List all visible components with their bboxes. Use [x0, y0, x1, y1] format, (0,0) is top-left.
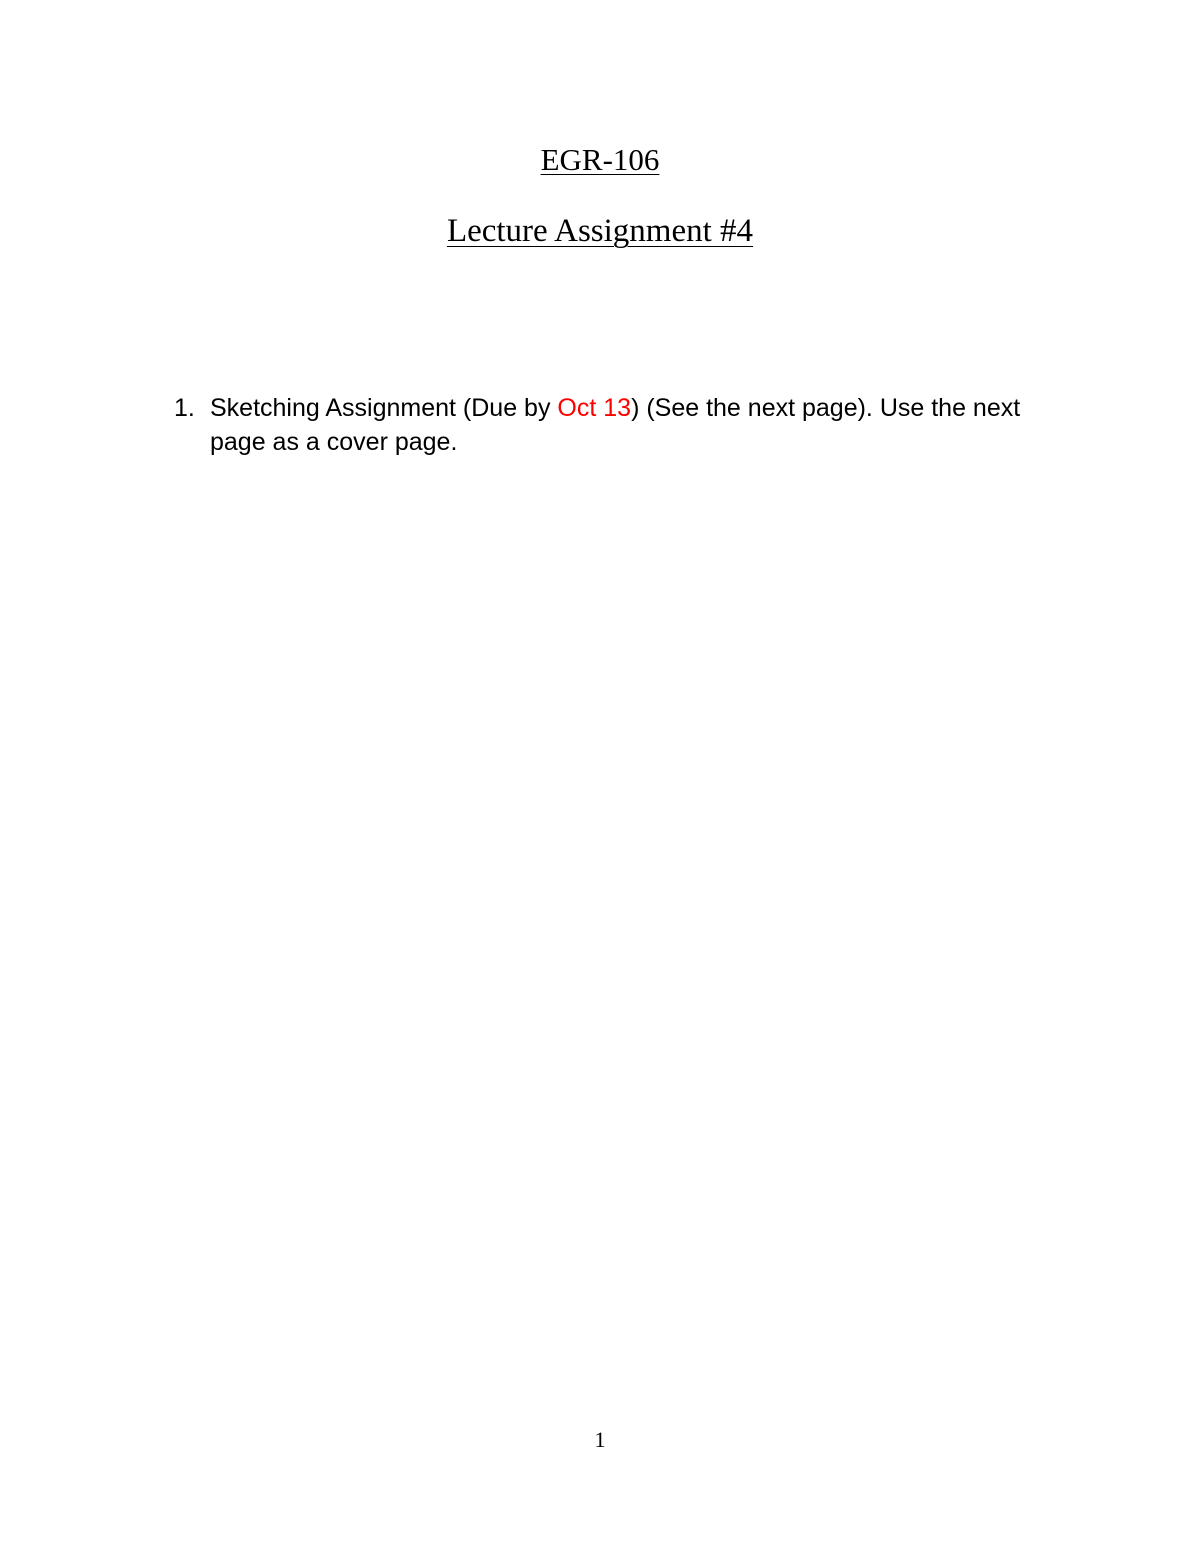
list-item	[174, 391, 1044, 459]
due-date-highlight: Oct 13	[557, 394, 632, 422]
list-item-text-after: ) (See the next page). Use the next page as a cover page.	[210, 394, 1021, 456]
list-item-text-before: Sketching Assignment (Due by	[210, 394, 558, 422]
list-item-number: 1.	[174, 394, 195, 422]
course-code-heading: EGR-106	[540, 142, 660, 177]
assignment-title: Lecture Assignment #4	[446, 213, 754, 249]
page-number: 1	[594, 1427, 606, 1452]
list-item-text	[210, 391, 1044, 459]
assignment-list	[174, 391, 1044, 459]
